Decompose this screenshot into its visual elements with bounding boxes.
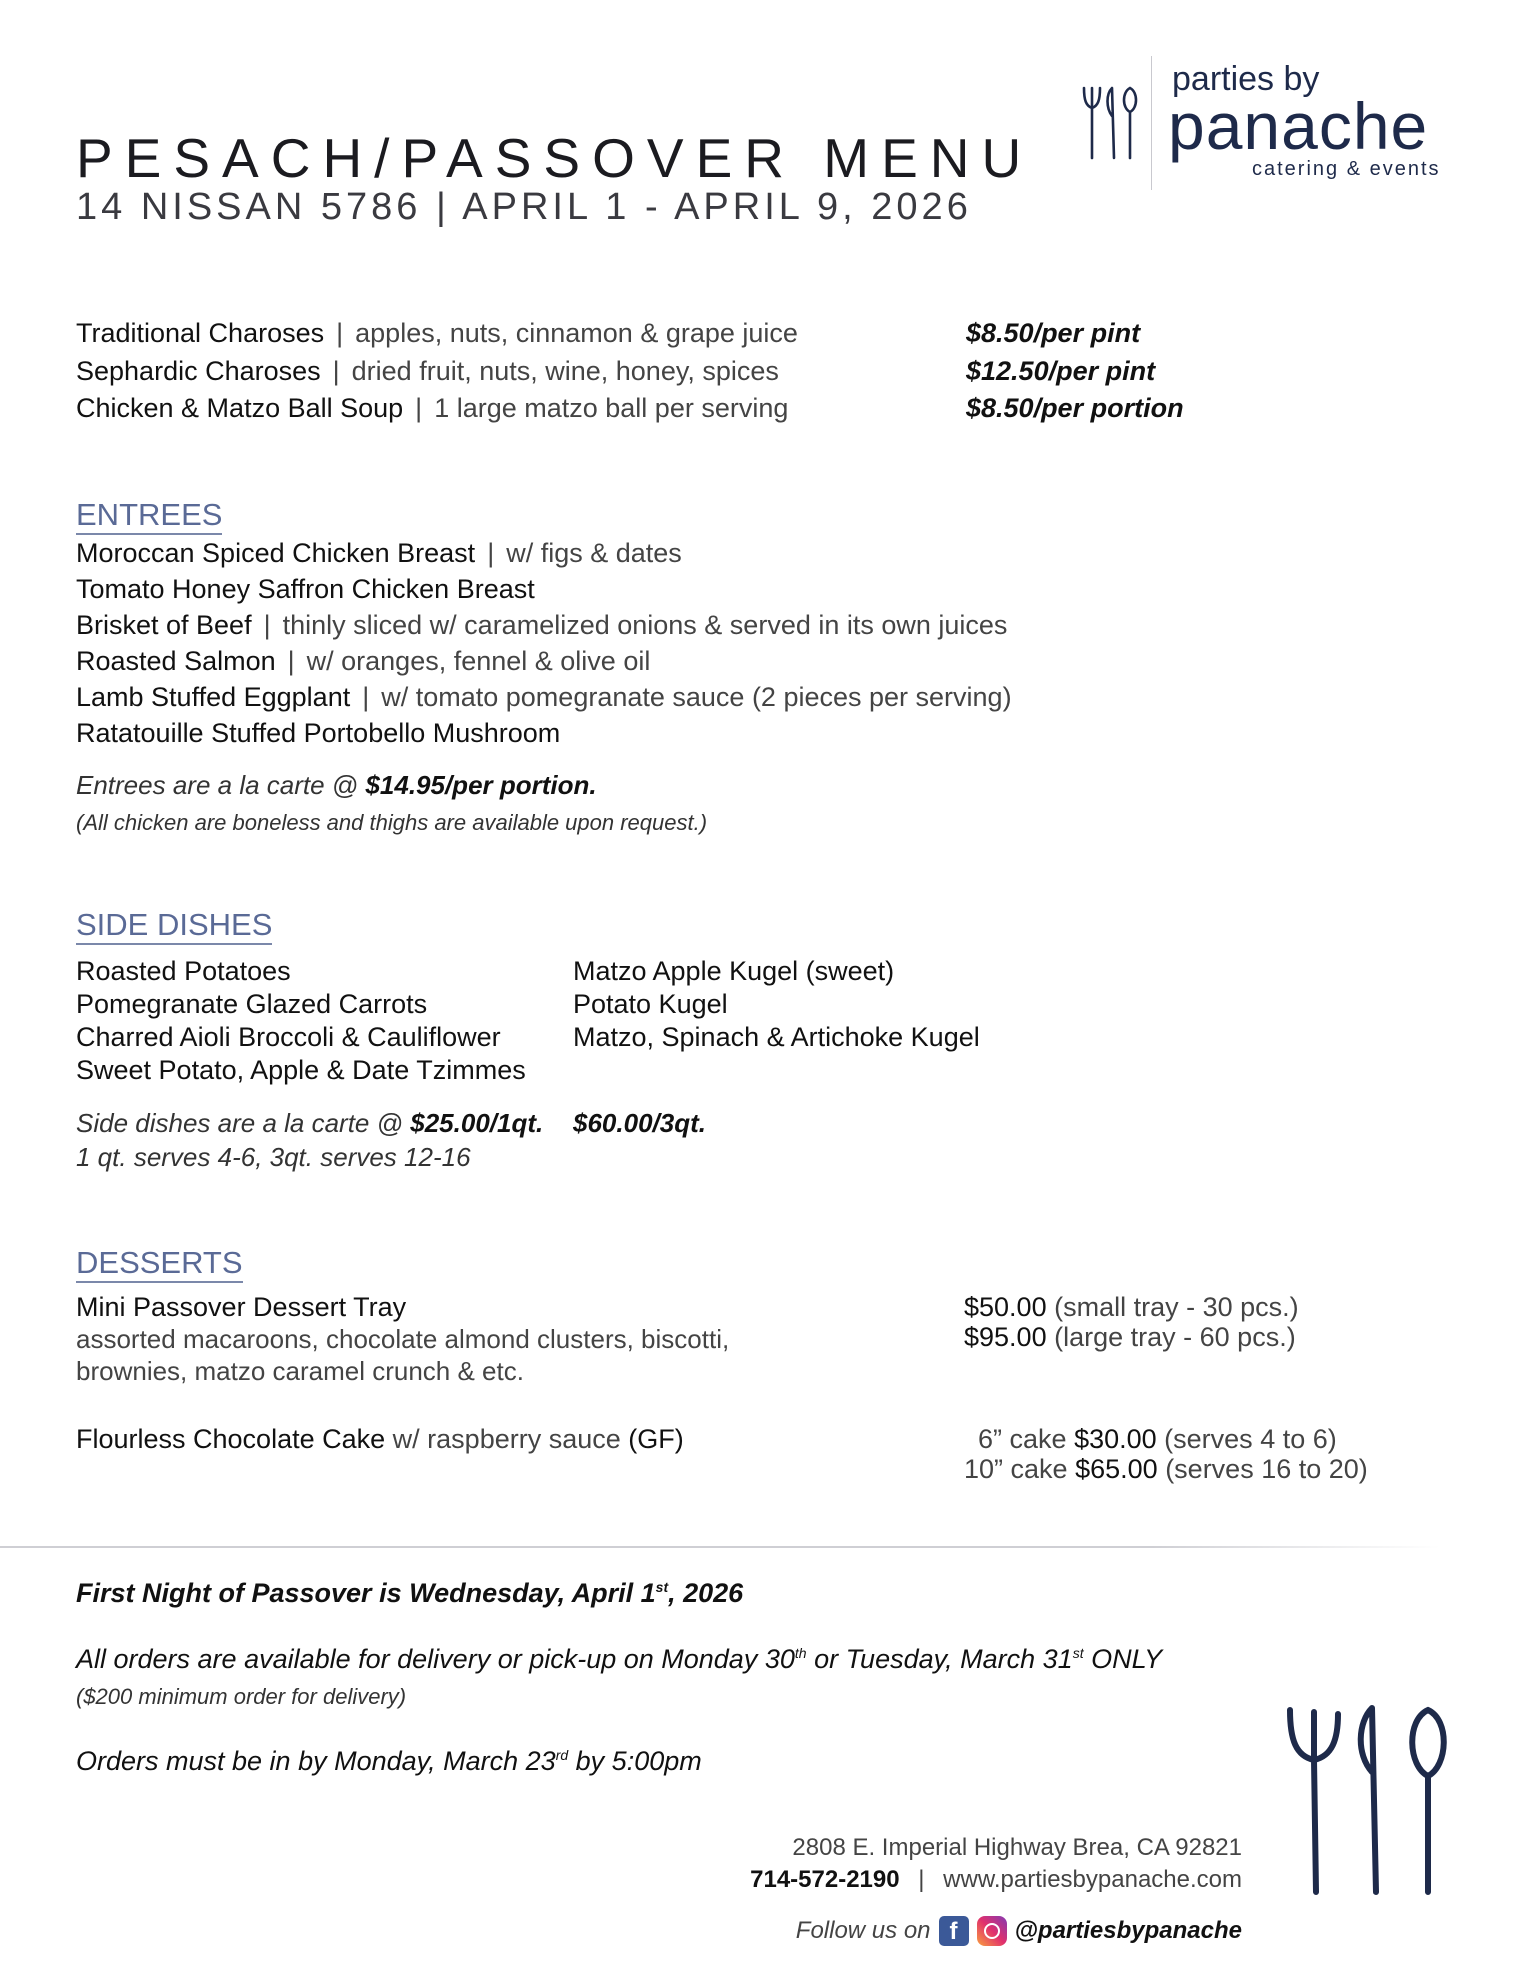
- sup: st: [1072, 1645, 1084, 1661]
- order-deadline: [76, 1746, 702, 1777]
- item-desc: thinly sliced w/ caramelized onions & served in its own juices: [282, 610, 1008, 640]
- menu-subtitle: 14 NISSAN 5786 | APRIL 1 - APRIL 9, 2026: [76, 186, 972, 228]
- sides-note: [76, 1108, 543, 1139]
- website-link[interactable]: www.partiesbypanache.com: [943, 1866, 1242, 1893]
- logo-line1: parties by: [1172, 60, 1320, 98]
- list-item: [76, 356, 779, 387]
- instagram-icon[interactable]: [977, 1916, 1007, 1946]
- item-name: Tomato Honey Saffron Chicken Breast: [76, 574, 535, 604]
- cake-desc: w/ raspberry sauce: [392, 1424, 621, 1454]
- price-1qt: $25.00/1qt.: [410, 1108, 544, 1138]
- menu-title: PESACH/PASSOVER MENU: [76, 127, 1034, 189]
- price-desc: (small tray - 30 pcs.): [1054, 1292, 1299, 1322]
- item-name: Moroccan Spiced Chicken Breast: [76, 538, 476, 568]
- item-name: Chicken & Matzo Ball Soup: [76, 393, 404, 423]
- list-item: [76, 646, 650, 677]
- cake-item: [76, 1424, 684, 1455]
- sides-heading: SIDE DISHES: [76, 908, 272, 945]
- desserts-heading: DESSERTS: [76, 1246, 243, 1283]
- cake-price-10: [964, 1454, 1368, 1485]
- item-price: $8.50/per pint: [966, 318, 1141, 348]
- social-handle[interactable]: @partiesbypanache: [1014, 1917, 1242, 1944]
- contact-line: [750, 1866, 1242, 1894]
- list-item: Roasted Potatoes: [76, 956, 291, 986]
- address: 2808 E. Imperial Highway Brea, CA 92821: [792, 1834, 1242, 1861]
- price-desc: (serves 16 to 20): [1165, 1454, 1368, 1484]
- note-price: $14.95/per portion.: [365, 770, 597, 800]
- entrees-note: [76, 770, 597, 801]
- item-sep: |: [487, 538, 495, 568]
- price: $30.00: [1074, 1424, 1157, 1454]
- text: by 5:00pm: [568, 1746, 702, 1776]
- list-item: Pomegranate Glazed Carrots: [76, 989, 428, 1019]
- price: $65.00: [1075, 1454, 1158, 1484]
- item-sep: |: [332, 356, 340, 386]
- sides-serves: 1 qt. serves 4-6, 3qt. serves 12-16: [76, 1142, 471, 1172]
- tray-desc: assorted macaroons, chocolate almond clusters, biscotti,: [76, 1324, 730, 1354]
- list-item: [76, 610, 1007, 641]
- price-desc: (large tray - 60 pcs.): [1054, 1322, 1296, 1352]
- item-sep: |: [415, 393, 423, 423]
- item-price: $12.50/per pint: [966, 356, 1156, 386]
- sup: rd: [555, 1747, 569, 1763]
- cake-price-6: [978, 1424, 1337, 1455]
- cake-size: 6” cake: [978, 1424, 1067, 1454]
- item-name: Ratatouille Stuffed Portobello Mushroom: [76, 718, 561, 748]
- logo-line2: panache: [1168, 89, 1429, 163]
- item-desc: w/ oranges, fennel & olive oil: [306, 646, 651, 676]
- list-item: Potato Kugel: [573, 989, 728, 1019]
- tray-price-large: [964, 1322, 1296, 1353]
- item-price: $8.50/per portion: [966, 393, 1184, 423]
- logo-line3: catering & events: [1252, 158, 1441, 180]
- cake-name: Flourless Chocolate Cake: [76, 1424, 386, 1454]
- price-3qt: $60.00/3qt.: [573, 1108, 706, 1138]
- item-name: Brisket of Beef: [76, 610, 252, 640]
- utensils-large-icon: [1282, 1700, 1462, 1900]
- sup: th: [794, 1645, 807, 1661]
- separator: |: [918, 1866, 925, 1893]
- list-item: Charred Aioli Broccoli & Cauliflower: [76, 1022, 501, 1052]
- text: or Tuesday, March 31: [806, 1644, 1073, 1674]
- tray-desc: brownies, matzo caramel crunch & etc.: [76, 1356, 524, 1386]
- tray-name: Mini Passover Dessert Tray: [76, 1292, 407, 1322]
- list-item: [76, 538, 682, 569]
- sup: st: [655, 1579, 669, 1595]
- list-item: Sweet Potato, Apple & Date Tzimmes: [76, 1055, 526, 1085]
- cake-gf: (GF): [628, 1424, 684, 1454]
- price-desc: (serves 4 to 6): [1164, 1424, 1337, 1454]
- item-desc: dried fruit, nuts, wine, honey, spices: [351, 356, 779, 386]
- text: ONLY: [1083, 1644, 1163, 1674]
- text: First Night of Passover is Wednesday, April 1: [76, 1578, 656, 1608]
- item-desc: w/ figs & dates: [506, 538, 682, 568]
- cake-size: 10” cake: [964, 1454, 1068, 1484]
- item-name: Traditional Charoses: [76, 318, 325, 348]
- item-name: Lamb Stuffed Eggplant: [76, 682, 351, 712]
- entrees-small-note: (All chicken are boneless and thighs are available upon request.): [76, 810, 708, 835]
- list-item: [76, 718, 560, 749]
- utensils-logo-icon: [1078, 82, 1144, 162]
- logo-divider: [1151, 56, 1152, 190]
- text: All orders are available for delivery or pick-up on Monday 30: [76, 1644, 795, 1674]
- tray-price-small: [964, 1292, 1299, 1323]
- text: Orders must be in by Monday, March 23: [76, 1746, 556, 1776]
- item-desc: 1 large matzo ball per serving: [434, 393, 789, 423]
- first-night: [76, 1578, 743, 1609]
- item-name: Roasted Salmon: [76, 646, 276, 676]
- phone: 714-572-2190: [750, 1866, 900, 1893]
- item-sep: |: [263, 610, 271, 640]
- price: $95.00: [964, 1322, 1047, 1352]
- item-desc: apples, nuts, cinnamon & grape juice: [355, 318, 798, 348]
- follow-label: Follow us on: [795, 1917, 931, 1944]
- list-item: [76, 682, 1012, 713]
- price: $50.00: [964, 1292, 1047, 1322]
- social-line: [796, 1916, 1242, 1946]
- note-prefix: Entrees are a la carte @: [76, 770, 359, 800]
- list-item: [76, 318, 798, 349]
- item-desc: w/ tomato pomegranate sauce (2 pieces per serving): [381, 682, 1012, 712]
- list-item: Matzo, Spinach & Artichoke Kugel: [573, 1022, 980, 1052]
- list-item: [76, 393, 788, 424]
- list-item: Matzo Apple Kugel (sweet): [573, 956, 895, 986]
- footer-divider: [0, 1546, 1440, 1548]
- item-sep: |: [287, 646, 295, 676]
- facebook-icon[interactable]: f: [939, 1916, 969, 1946]
- text: , 2026: [668, 1578, 744, 1608]
- item-sep: |: [362, 682, 370, 712]
- min-order: ($200 minimum order for delivery): [76, 1684, 407, 1709]
- sides-price-3qt: [573, 1108, 706, 1139]
- list-item: [76, 574, 535, 605]
- orders-availability: [76, 1644, 1162, 1675]
- item-sep: |: [336, 318, 344, 348]
- item-name: Sephardic Charoses: [76, 356, 321, 386]
- entrees-heading: ENTREES: [76, 498, 222, 535]
- note-prefix: Side dishes are a la carte @: [76, 1108, 404, 1138]
